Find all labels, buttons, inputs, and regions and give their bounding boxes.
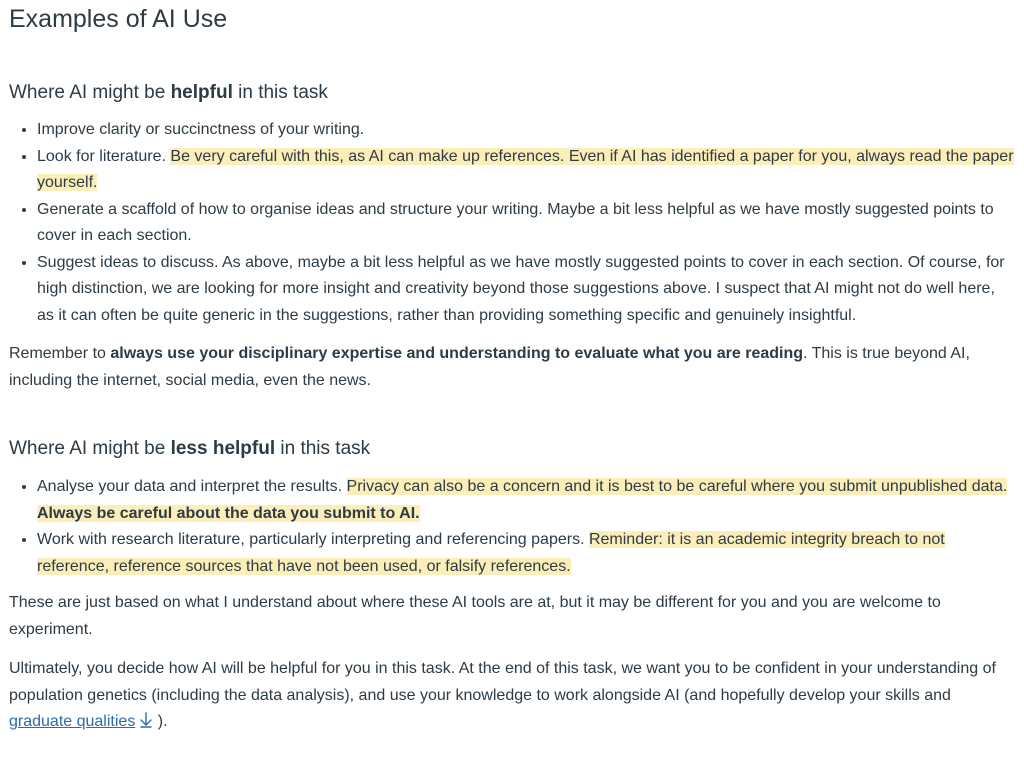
- less-helpful-heading-post: in this task: [275, 438, 371, 459]
- highlighted-warning: Be very careful with this, as AI can make up references. Even if AI has identified a paper for you, always read the paper yourself.: [37, 147, 1014, 191]
- highlighted-warning-text: Privacy can also be a concern and it is best to be careful where you submit unpublished data.: [346, 478, 1008, 495]
- list-item: [37, 250, 1014, 330]
- page-title: Examples of AI Use: [9, 5, 228, 33]
- helpful-heading-pre: Where AI might be: [9, 82, 171, 103]
- list-item-text: Generate a scaffold of how to organise ideas and structure your writing. Maybe a bit less helpful as we have mostly suggested points to cover in each section.: [37, 200, 994, 244]
- less-helpful-list: [9, 474, 1014, 580]
- remember-post: . This is true beyond AI, including the internet, social media, even the news.: [9, 345, 970, 389]
- list-item: [37, 527, 1014, 580]
- list-item: [37, 474, 1014, 527]
- helpful-heading-post: in this task: [232, 82, 328, 103]
- ultimately-pre: Ultimately, you decide how AI will be helpful for you in this task. At the end of this task, we want you to be confident in your understanding of population genetics (including the data analysis), and use your knowledge to work alongside AI (and hopefully develop your skills and: [9, 660, 996, 704]
- list-item-text: Analyse your data and interpret the results.: [37, 478, 347, 495]
- list-item: [37, 144, 1014, 197]
- list-item-text: Improve clarity or succinctness of your writing.: [37, 121, 365, 138]
- list-item: [37, 197, 1014, 250]
- ultimately-post: ).: [153, 713, 168, 730]
- list-item: [37, 117, 1014, 144]
- helpful-heading: [9, 80, 1014, 106]
- based-paragraph: These are just based on what I understand about where these AI tools are at, but it may be different for you and you are welcome to experiment.: [9, 594, 941, 638]
- list-item-text: Work with research literature, particularly interpreting and referencing papers.: [37, 531, 589, 548]
- less-helpful-heading: [9, 436, 1014, 462]
- helpful-list: [9, 117, 1014, 329]
- list-item-text: Look for literature.: [37, 147, 171, 165]
- graduate-qualities-link[interactable]: graduate qualities: [9, 713, 136, 730]
- remember-bold: always use your disciplinary expertise and understanding to evaluate what you are reading: [110, 345, 804, 362]
- less-helpful-heading-pre: Where AI might be: [9, 438, 171, 459]
- remember-pre: Remember to: [9, 345, 111, 362]
- highlighted-warning-bold: Always be careful about the data you submit to AI.: [37, 504, 420, 522]
- remember-paragraph: [9, 341, 1014, 394]
- download-arrow-icon[interactable]: [139, 711, 153, 738]
- highlighted-warning: Reminder: it is an academic integrity breach to not reference, reference sources that have not been used, or falsify references.: [37, 531, 945, 575]
- helpful-heading-bold: helpful: [170, 82, 233, 103]
- ultimately-paragraph: [9, 656, 1014, 738]
- list-item-text: Suggest ideas to discuss. As above, maybe a bit less helpful as we have mostly suggested points to cover in each section. Of course, for high distinction, we are looking for more insight and creativity beyond those suggestions above. I suspect that AI might not do well here, as it can often be quite generic in the suggestions, rather than providing something specific and genuinely insightful.: [37, 253, 1005, 324]
- less-helpful-heading-bold: less helpful: [170, 438, 276, 459]
